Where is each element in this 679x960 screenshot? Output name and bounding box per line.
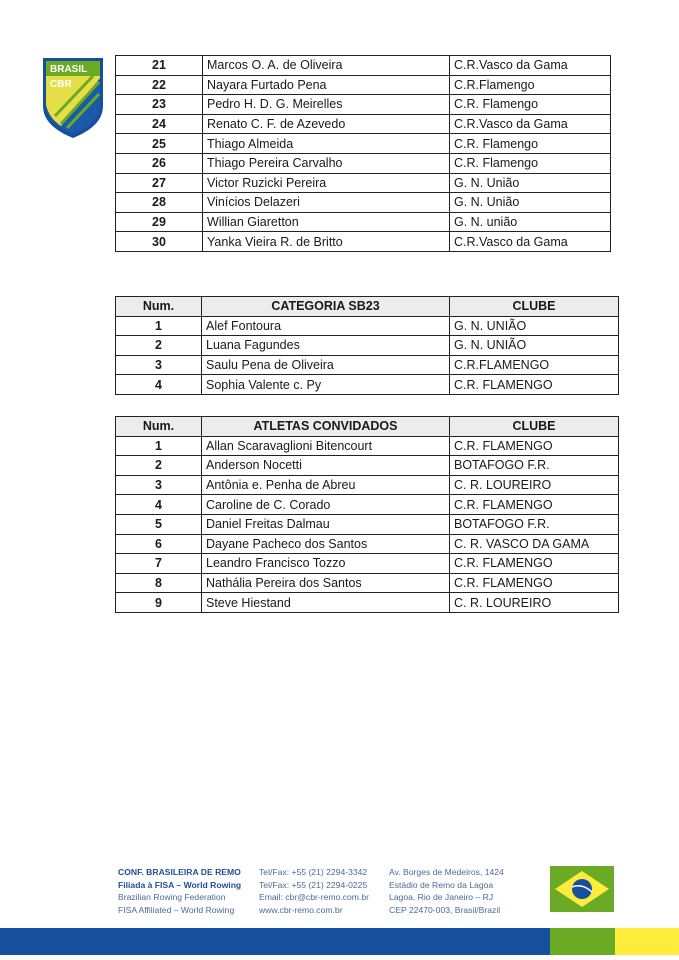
- footer-address: [389, 866, 504, 916]
- club-name: C.R. Flamengo: [450, 134, 611, 154]
- athlete-name: Caroline de C. Corado: [202, 495, 450, 515]
- row-number: 1: [116, 436, 202, 456]
- table-row: [116, 56, 611, 76]
- club-name: C.R. FLAMENGO: [450, 495, 619, 515]
- athletes-table-continued: [115, 55, 611, 252]
- invited-athletes-table: [115, 416, 619, 613]
- table-row: [116, 232, 611, 252]
- row-number: 7: [116, 554, 202, 574]
- athlete-name: Daniel Freitas Dalmau: [202, 514, 450, 534]
- header-invited: ATLETAS CONVIDADOS: [202, 417, 450, 437]
- header-club: CLUBE: [450, 297, 619, 317]
- club-name: C.R.Vasco da Gama: [450, 114, 611, 134]
- club-name: C.R. Flamengo: [450, 153, 611, 173]
- club-name: C.R. FLAMENGO: [450, 436, 619, 456]
- sb23-category-table: [115, 296, 619, 395]
- cbr-logo-icon: [41, 56, 105, 140]
- athlete-name: Sophia Valente c. Py: [202, 375, 450, 395]
- logo-text-cbr: CBR: [50, 79, 72, 90]
- club-name: C.R. FLAMENGO: [450, 554, 619, 574]
- row-number: 5: [116, 514, 202, 534]
- footer-affiliation-en: FISA Affiliated – World Rowing: [118, 904, 235, 915]
- athlete-name: Allan Scaravaglioni Bitencourt: [202, 436, 450, 456]
- table-row: [116, 75, 611, 95]
- athlete-name: Thiago Almeida: [203, 134, 450, 154]
- athlete-name: Thiago Pereira Carvalho: [203, 153, 450, 173]
- club-name: G. N. UNIÃO: [450, 336, 619, 356]
- row-number: 4: [116, 495, 202, 515]
- row-number: 28: [116, 193, 203, 213]
- row-number: 8: [116, 573, 202, 593]
- row-number: 3: [116, 475, 202, 495]
- table-row: [116, 336, 619, 356]
- club-name: C.R.FLAMENGO: [450, 355, 619, 375]
- table-row: [116, 153, 611, 173]
- brazil-flag-icon: [550, 866, 614, 912]
- club-name: C.R. Flamengo: [450, 95, 611, 115]
- athlete-name: Renato C. F. de Azevedo: [203, 114, 450, 134]
- athlete-name: Dayane Pacheco dos Santos: [202, 534, 450, 554]
- footer-bar-green: [550, 928, 615, 955]
- logo-text-brasil: BRASIL: [50, 64, 88, 75]
- row-number: 21: [116, 56, 203, 76]
- table-row: [116, 375, 619, 395]
- footer-address-line-1: Av. Borges de Medeiros, 1424: [389, 867, 504, 877]
- athlete-name: Alef Fontoura: [202, 316, 450, 336]
- footer-org-name: CONF. BRASILEIRA DE REMO: [118, 867, 241, 877]
- row-number: 2: [116, 336, 202, 356]
- footer-phone-1: Tel/Fax: +55 (21) 2294-3342: [259, 867, 368, 877]
- club-name: C.R.Flamengo: [450, 75, 611, 95]
- athlete-name: Anderson Nocetti: [202, 456, 450, 476]
- footer-address-line-2: Estádio de Remo da Lagoa: [389, 879, 494, 890]
- footer-address-line-4: CEP 22470-003, Brasil/Brazil: [389, 904, 501, 915]
- athlete-name: Yanka Vieira R. de Britto: [203, 232, 450, 252]
- row-number: 25: [116, 134, 203, 154]
- row-number: 30: [116, 232, 203, 252]
- footer-bar-blue: [0, 928, 550, 955]
- table-row: [116, 173, 611, 193]
- header-num: Num.: [116, 417, 202, 437]
- row-number: 23: [116, 95, 203, 115]
- header-category: CATEGORIA SB23: [202, 297, 450, 317]
- footer-bar-yellow: [615, 928, 679, 955]
- row-number: 22: [116, 75, 203, 95]
- table-row: [116, 436, 619, 456]
- table-row: [116, 593, 619, 613]
- footer-org-name-en: Brazilian Rowing Federation: [118, 892, 226, 902]
- table-row: [116, 134, 611, 154]
- club-name: G. N. União: [450, 173, 611, 193]
- club-name: C. R. LOUREIRO: [450, 593, 619, 613]
- table-row: [116, 514, 619, 534]
- club-name: BOTAFOGO F.R.: [450, 514, 619, 534]
- club-name: C. R. VASCO DA GAMA: [450, 534, 619, 554]
- row-number: 6: [116, 534, 202, 554]
- club-name: C.R.Vasco da Gama: [450, 56, 611, 76]
- table-row: [116, 534, 619, 554]
- table-row: [116, 355, 619, 375]
- footer-address-line-3: Lagoa, Rio de Janeiro – RJ: [389, 892, 494, 902]
- footer-affiliation: Filiada à FISA – World Rowing: [118, 879, 242, 890]
- table-row: [116, 495, 619, 515]
- club-name: C.R. FLAMENGO: [450, 573, 619, 593]
- table-row: [116, 554, 619, 574]
- athlete-name: Marcos O. A. de Oliveira: [203, 56, 450, 76]
- table-row: [116, 212, 611, 232]
- athlete-name: Willian Giaretton: [203, 212, 450, 232]
- table-row: [116, 114, 611, 134]
- footer-email[interactable]: Email: cbr@cbr-remo.com.br: [259, 892, 369, 902]
- row-number: 3: [116, 355, 202, 375]
- table-row: [116, 456, 619, 476]
- footer-org-info: [118, 866, 241, 916]
- club-name: C. R. LOUREIRO: [450, 475, 619, 495]
- row-number: 4: [116, 375, 202, 395]
- footer-website[interactable]: www.cbr-remo.com.br: [259, 904, 343, 915]
- header-num: Num.: [116, 297, 202, 317]
- footer-contact: [259, 866, 369, 916]
- club-name: G. N. UNIÃO: [450, 316, 619, 336]
- table-row: [116, 316, 619, 336]
- athlete-name: Pedro H. D. G. Meirelles: [203, 95, 450, 115]
- footer-phone-2: Tel/Fax: +55 (21) 2294-0225: [259, 879, 368, 890]
- row-number: 24: [116, 114, 203, 134]
- table-row: [116, 573, 619, 593]
- table-row: [116, 475, 619, 495]
- club-name: C.R. FLAMENGO: [450, 375, 619, 395]
- athlete-name: Nathália Pereira dos Santos: [202, 573, 450, 593]
- row-number: 26: [116, 153, 203, 173]
- row-number: 1: [116, 316, 202, 336]
- athlete-name: Steve Hiestand: [202, 593, 450, 613]
- athlete-name: Saulu Pena de Oliveira: [202, 355, 450, 375]
- row-number: 2: [116, 456, 202, 476]
- club-name: G. N. união: [450, 212, 611, 232]
- table-row: [116, 95, 611, 115]
- athlete-name: Victor Ruzicki Pereira: [203, 173, 450, 193]
- row-number: 27: [116, 173, 203, 193]
- club-name: G. N. União: [450, 193, 611, 213]
- club-name: BOTAFOGO F.R.: [450, 456, 619, 476]
- row-number: 29: [116, 212, 203, 232]
- athlete-name: Luana Fagundes: [202, 336, 450, 356]
- table-row: [116, 193, 611, 213]
- header-club: CLUBE: [450, 417, 619, 437]
- athlete-name: Vinícios Delazeri: [203, 193, 450, 213]
- row-number: 9: [116, 593, 202, 613]
- athlete-name: Nayara Furtado Pena: [203, 75, 450, 95]
- club-name: C.R.Vasco da Gama: [450, 232, 611, 252]
- athlete-name: Leandro Francisco Tozzo: [202, 554, 450, 574]
- athlete-name: Antônia e. Penha de Abreu: [202, 475, 450, 495]
